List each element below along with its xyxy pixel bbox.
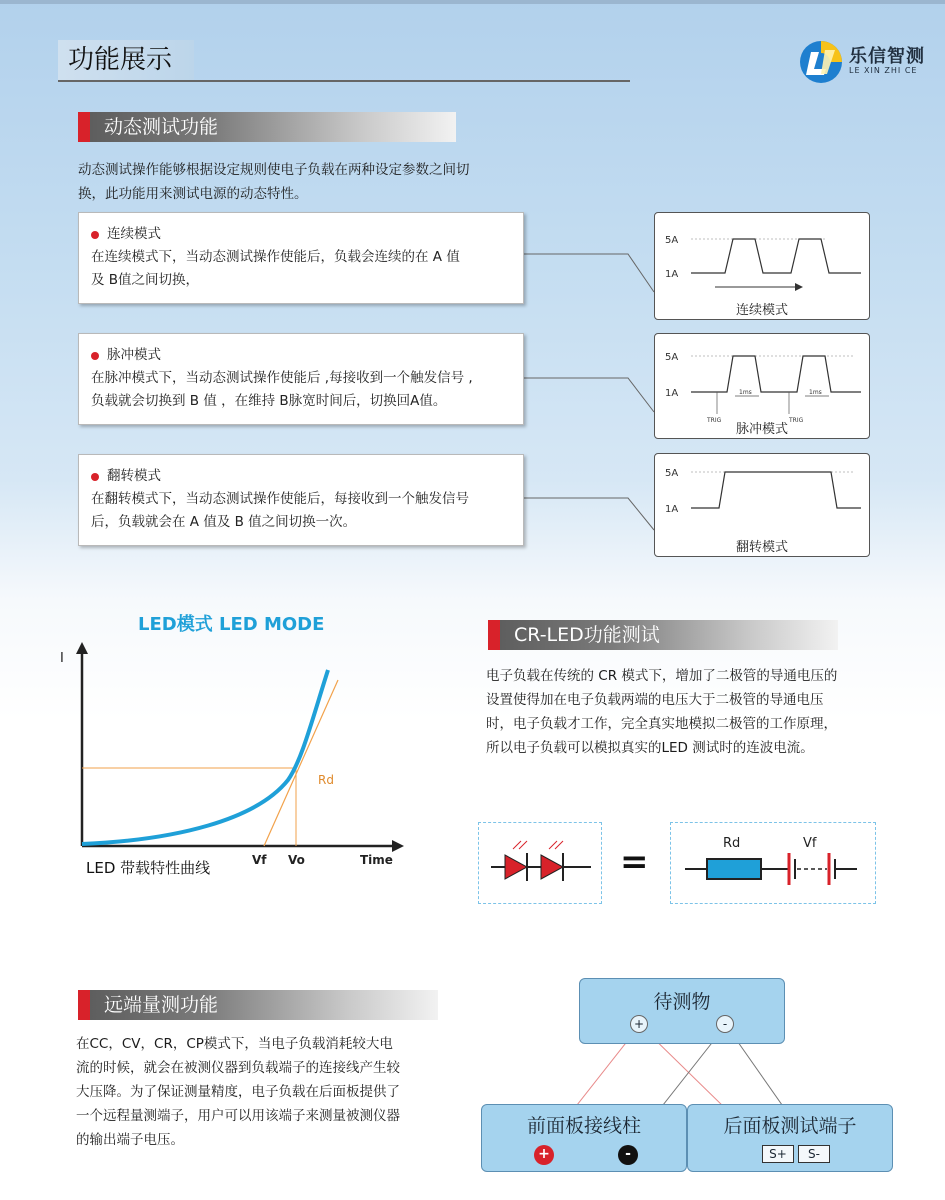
waveform-pulse — [654, 333, 870, 439]
dut-block — [579, 978, 785, 1044]
circuit-label-vf: Vf — [803, 836, 817, 851]
led-label-vf: Vf — [252, 853, 267, 867]
crled-line: 电子负载在传统的 CR 模式下，增加了二极管的导通电压的 — [486, 668, 838, 684]
equals-sign: = — [620, 842, 649, 882]
mode-card-continuous — [78, 212, 524, 304]
front-panel-block — [481, 1104, 687, 1172]
rear-s-minus-terminal: S- — [798, 1145, 830, 1163]
led-label-rd: Rd — [318, 773, 334, 787]
crled-line: 设置使得加在电子负载两端的电压大于二极管的导通电压 — [486, 692, 824, 708]
crled-line: 所以电子负载可以模拟真实的LED 测试时的连波电流。 — [486, 740, 814, 756]
circuit-label-rd: Rd — [723, 836, 741, 851]
mode-title: 翻转模式 — [107, 468, 161, 484]
led-chart-caption: LED 带载特性曲线 — [86, 859, 211, 877]
wave-label-trigger: TRIG — [707, 417, 722, 424]
dut-minus-terminal: - — [716, 1015, 734, 1033]
wave-label-low: 1A — [665, 504, 679, 515]
crled-description — [486, 664, 906, 760]
dut-plus-terminal: + — [630, 1015, 648, 1033]
bullet-icon — [91, 231, 99, 239]
rear-panel-block — [687, 1104, 893, 1172]
mode-desc-line: 及 B值之间切换， — [91, 272, 200, 288]
dut-label: 待测物 — [653, 991, 711, 1013]
mode-desc-line: 在翻转模式下，当动态测试操作使能后，每接收到一个触发信号 — [91, 491, 469, 507]
led-characteristic-chart — [56, 640, 416, 876]
mode-desc-line: 在脉冲模式下，当动态测试操作使能后 ,每接收到一个触发信号 , — [91, 370, 473, 386]
mode-title: 脉冲模式 — [107, 347, 161, 363]
led-axis-x: Time — [360, 853, 393, 867]
remote-line: 的输出端子电压。 — [76, 1132, 184, 1148]
logo-name-cn: 乐信智测 — [849, 46, 925, 67]
mode-desc-line: 后，负载就会在 A 值及 B 值之间切换一次。 — [91, 514, 357, 530]
mode-desc-line: 在连续模式下，当动态测试操作使能后，负载会连续的在 A 值 — [91, 249, 460, 265]
remote-line: 大压降。为了保证测量精度，电子负载在后面板提供了 — [76, 1084, 400, 1100]
mode-card-pulse — [78, 333, 524, 425]
wave-label-pulse-width: 1ms — [809, 389, 822, 396]
waveform-continuous — [654, 212, 870, 320]
wave-label-low: 1A — [665, 269, 679, 280]
bullet-icon — [91, 352, 99, 360]
remote-line: 在CC，CV，CR，CP模式下，当电子负载消耗较大电 — [76, 1036, 393, 1052]
dynamic-intro-line-1: 动态测试操作能够根据设定规则使电子负载在两种设定参数之间切 — [78, 162, 470, 178]
front-minus-post: - — [618, 1145, 638, 1165]
mode-desc-line: 负载就会切换到 B 值 ，在维持 B脉宽时间后，切换回A值。 — [91, 393, 447, 409]
crled-line: 时，电子负载才工作，完全真实地模拟二极管的工作原理， — [486, 716, 837, 732]
waveform-caption: 连续模式 — [735, 303, 788, 318]
remote-line: 一个远程量测端子，用户可以用该端子来测量被测仪器 — [76, 1108, 400, 1124]
logo-name-en: LE XIN ZHI CE — [849, 66, 918, 75]
rear-panel-label: 后面板测试端子 — [723, 1115, 857, 1137]
waveform-caption: 脉冲模式 — [735, 422, 788, 437]
crled-section-heading: CR-LED功能测试 — [488, 620, 838, 650]
remote-line: 流的时候，就会在被测仪器到负载端子的连接线产生较 — [76, 1060, 400, 1076]
led-label-vo: Vo — [288, 853, 305, 867]
dynamic-intro-line-2: 换，此功能用来测试电源的动态特性。 — [78, 186, 308, 202]
wave-label-low: 1A — [665, 388, 679, 399]
waveform-caption: 翻转模式 — [735, 540, 788, 555]
wave-label-pulse-width: 1ms — [739, 389, 752, 396]
led-diodes-box — [478, 822, 602, 904]
remote-description — [76, 1032, 456, 1152]
rear-s-plus-terminal: S+ — [762, 1145, 794, 1163]
led-mode-title: LED模式 LED MODE — [138, 614, 325, 635]
dynamic-section-heading: 动态测试功能 — [78, 112, 456, 142]
remote-section-heading: 远端量测功能 — [78, 990, 438, 1020]
led-curve — [82, 670, 328, 844]
wave-label-high: 5A — [665, 352, 679, 363]
mode-card-toggle — [78, 454, 524, 546]
equivalent-circuit-graphic — [671, 823, 877, 905]
led-axis-y: I — [60, 651, 64, 666]
wave-label-high: 5A — [665, 235, 679, 246]
waveform-toggle — [654, 453, 870, 557]
wave-label-high: 5A — [665, 468, 679, 479]
wave-label-trigger: TRIG — [789, 417, 804, 424]
front-plus-post: + — [534, 1145, 554, 1165]
bullet-icon — [91, 473, 99, 481]
equivalent-circuit-box — [670, 822, 876, 904]
front-panel-label: 前面板接线柱 — [526, 1115, 641, 1137]
mode-title: 连续模式 — [107, 226, 161, 242]
led-diode-icon — [479, 823, 603, 905]
page-title: 功能展示 — [58, 40, 194, 80]
